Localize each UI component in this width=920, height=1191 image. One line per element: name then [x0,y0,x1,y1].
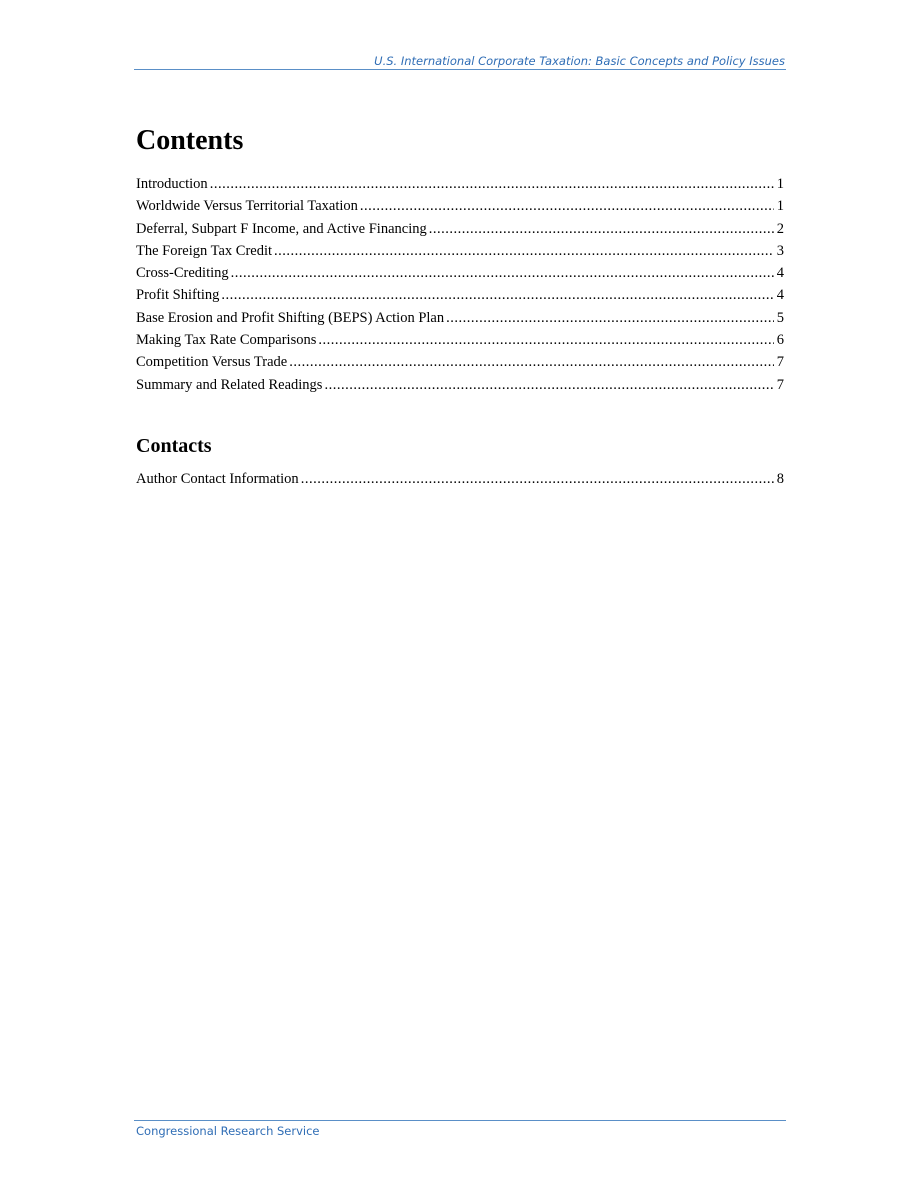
toc-entry-page: 1 [776,176,784,192]
toc-entry-author-contact[interactable] [136,468,784,490]
toc-entry-foreign-tax-credit[interactable] [136,240,784,262]
running-header [134,54,786,70]
toc-entry-title: Competition Versus Trade [136,354,288,371]
toc-dot-leader [318,329,773,351]
toc-entry-worldwide-vs-territorial[interactable] [136,195,784,217]
toc-entry-competition-vs-trade[interactable] [136,351,784,373]
contents-heading: Contents [136,125,244,156]
toc-entry-title: Base Erosion and Profit Shifting (BEPS) Action Plan [136,309,445,326]
toc-entry-tax-rate-comparisons[interactable] [136,329,784,351]
toc-entry-page: 5 [776,309,784,326]
toc-entry-introduction[interactable] [136,173,784,195]
toc-dot-leader [324,374,773,396]
toc-entry-summary-readings[interactable] [136,374,784,396]
toc-entry-title: Deferral, Subpart F Income, and Active Financing [136,220,427,237]
toc-entry-page: 1 [776,198,784,215]
toc-entry-title: Author Contact Information [136,471,299,487]
toc-dot-leader [446,307,774,329]
running-footer [134,1120,786,1139]
toc-dot-leader [289,351,774,373]
toc-entry-beps-action-plan[interactable] [136,307,784,329]
toc-entry-page: 7 [776,376,784,393]
toc-entry-page: 8 [776,471,784,487]
toc-entry-page: 4 [776,287,784,304]
contents-list [136,173,784,396]
toc-dot-leader [301,468,774,490]
toc-entry-page: 6 [776,332,784,349]
toc-entry-title: Making Tax Rate Comparisons [136,332,317,349]
toc-dot-leader [274,240,774,262]
toc-entry-page: 4 [776,265,784,282]
toc-dot-leader [231,262,774,284]
toc-entry-title: Introduction [136,176,208,192]
contacts-list [136,468,784,490]
toc-entry-profit-shifting[interactable] [136,284,784,306]
toc-dot-leader [221,284,773,306]
toc-entry-title: Worldwide Versus Territorial Taxation [136,198,358,215]
toc-dot-leader [429,218,774,240]
toc-entry-deferral-subpart-f[interactable] [136,218,784,240]
toc-entry-page: 7 [776,354,784,371]
toc-entry-title: Summary and Related Readings [136,376,323,393]
toc-dot-leader [360,195,774,217]
toc-dot-leader [210,173,774,195]
toc-entry-title: The Foreign Tax Credit [136,242,273,259]
footer-organization: Congressional Research Service [136,1124,320,1138]
toc-entry-cross-crediting[interactable] [136,262,784,284]
toc-entry-title: Profit Shifting [136,287,220,304]
toc-entry-title: Cross-Crediting [136,265,229,282]
toc-entry-page: 2 [776,220,784,237]
running-header-title: U.S. International Corporate Taxation: Basic Concepts and Policy Issues [374,54,785,68]
contacts-heading: Contacts [136,435,212,457]
toc-entry-page: 3 [776,242,784,259]
